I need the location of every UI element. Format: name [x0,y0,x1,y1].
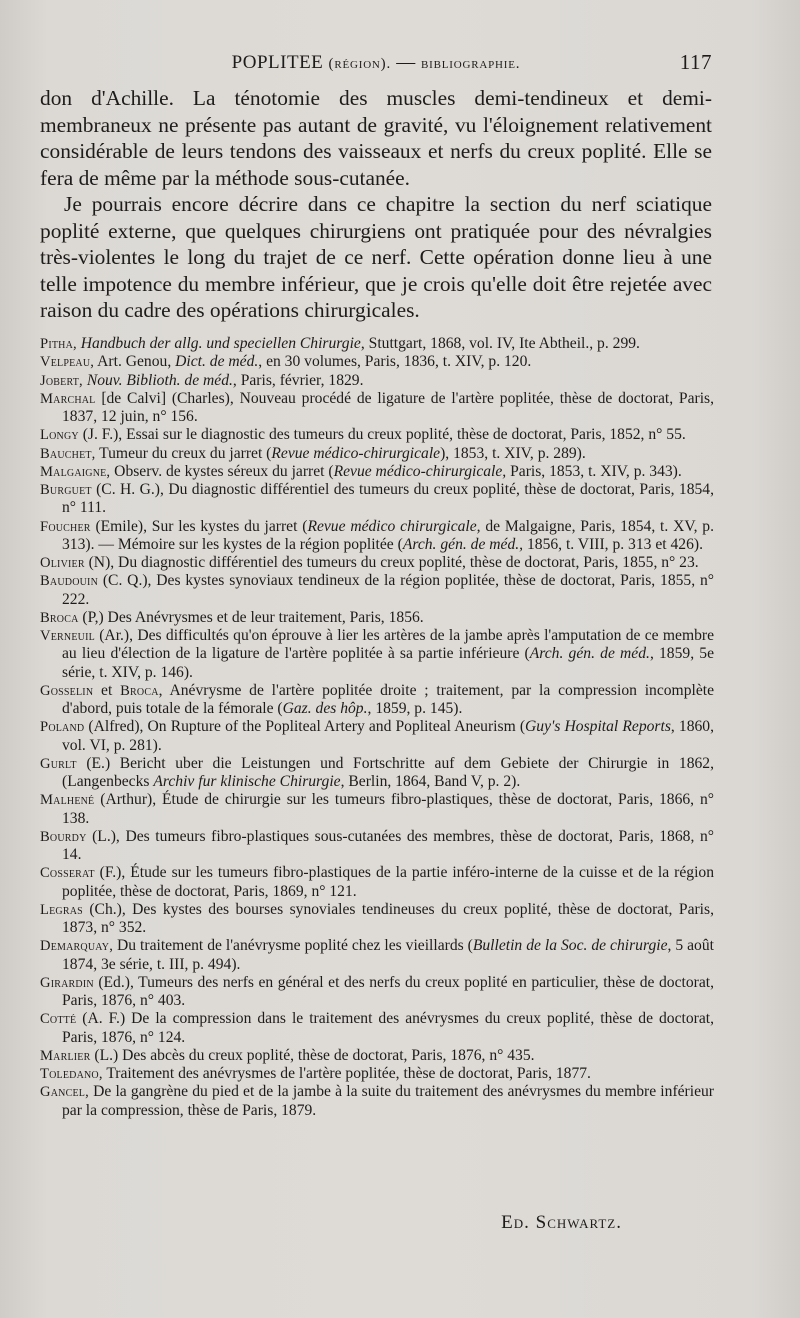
entry-text: Observ. de kystes séreux du jarret ( [110,462,334,480]
bibliography-entry [40,572,714,609]
entry-publication-title: Archiv fur klinische Chirurgie [153,773,341,790]
entry-text: Art. Genou, [94,353,176,371]
bibliography-entry [40,828,714,865]
entry-publication-title: Revue médico-chirurgicale, [333,462,507,480]
entry-text: de Malgaigne, Paris, 1854, t. XV, p. 313). — Mémoire sur les kystes de la région poplitée ( [62,517,714,553]
entry-publication-title: Revue médico chirurgicale, [307,517,481,535]
bibliography-entry [40,974,714,1011]
bibliography-entry [40,627,714,682]
entry-author: Broca [40,609,79,626]
entry-publication-title: Revue médico-chirurgicale [271,444,441,462]
bibliography-entry [40,1083,714,1120]
entry-text: , Paris, février, 1829. [232,371,364,389]
entry-author: Baudouin [40,573,98,590]
entry-text: Tumeur du creux du jarret ( [95,444,272,462]
bibliography-entry [40,426,714,444]
running-title-dash: — [396,52,416,73]
entry-author: Gurlt [40,755,77,772]
entry-text: Broca [120,682,159,699]
entry-text: (N), Du diagnostic différentiel des tumeurs du creux poplité, thèse de doctorat, Paris, 1855, n° 23. [84,554,699,571]
entry-text: , 1859, p. 145). [367,700,463,717]
running-title [40,52,712,74]
entry-author: Bauchet, [40,445,96,462]
entry-publication-title: Bulletin de la Soc. de chirurgie [472,937,668,955]
entry-author: Marlier [40,1047,91,1064]
entry-author: Malhené [40,792,95,809]
page-number: 117 [679,50,712,74]
entry-author: Gancel, [40,1084,89,1101]
entry-author: Jobert, [40,372,83,389]
bibliography-entry [40,481,714,518]
body-text [40,85,712,324]
entry-author: Burguet [40,482,92,498]
bibliography-entry [40,609,714,627]
entry-text: De la gangrène du pied et de la jambe à la suite du traitement des anévrysmes du membre inférieur par la compression, thèse de Paris, 1879. [62,1083,714,1119]
entry-text: , 5 août 1874, 3e série, t. III, p. 494). [62,937,714,973]
entry-author: Pitha, [40,336,77,352]
entry-text: (A. F.) De la compression dans le traitement des anévrysmes du creux poplité, thèse de doctorat, Paris, 1876, n° 124. [62,1010,714,1046]
entry-author: Velpeau, [40,354,95,371]
entry-text: (Emile), Sur les kystes du jarret ( [90,517,308,535]
bibliography-entry [40,372,714,390]
entry-author: Girardin [40,974,94,991]
entry-author: Demarquay, [40,938,114,955]
bibliography-list [40,335,714,1120]
entry-author: Cotté [40,1011,77,1028]
entry-text: (C. Q.), Des kystes synoviaux tendineux de la région poplitée, thèse de doctorat, Paris, 1855, n° 222. [62,572,714,608]
entry-text: (Ch.), Des kystes des bourses synoviales tendineuses du creux poplité, thèse de doctorat, Paris, 1873, n° 352. [62,900,714,936]
paragraph: don d'Achille. La ténotomie des muscles demi-tendineux et demi-membraneux ne présente pas autant de gravité, vu l'éloignement relativement considérable de leurs tendons des vaisseaux et nerfs du creux poplité. Elle se fera de même par la méthode sous-cutanée. [40,86,712,190]
entry-author: Longy [40,427,79,444]
entry-text: , Anévrysme de l'artère poplitée droite ; traitement, par la compression incomplète d'abord, puis totale de la fémorale ( [62,681,714,717]
entry-text: , 1859, 5e série, t. XIV, p. 146). [62,645,714,681]
bibliography-entry [40,445,714,463]
author-signature: Ed. Schwartz. [501,1212,622,1233]
entry-publication-title: Gaz. des hôp. [282,700,368,717]
entry-text: , en 30 volumes, Paris, 1836, t. XIV, p. 120. [258,353,532,371]
running-title-section: bibliographie. [421,56,521,72]
entry-text: ), 1853, t. XIV, p. 289). [440,444,586,462]
entry-author: Olivier [40,555,85,571]
bibliography-entry [40,1010,714,1047]
entry-text: (C. H. G.), Du diagnostic différentiel des tumeurs du creux poplité, thèse de doctorat, Paris, 1854, n° 111. [62,481,714,517]
bibliography-entry [40,518,714,555]
bibliography-entry [40,1065,714,1083]
entry-publication-title: Arch. gén. de méd. [529,645,650,663]
running-header [40,50,712,80]
entry-text: (Ed.), Tumeurs des nerfs en général et des nerfs du creux poplité en particulier, thèse de doctorat, Paris, 1876, n° 403. [62,973,714,1009]
bibliography-entry [40,353,714,371]
bibliography-entry [40,682,714,719]
entry-text: (J. F.), Essai sur le diagnostic des tumeurs du creux poplité, thèse de doctorat, Paris, 1852, n° 55. [78,426,686,444]
paragraph: Je pourrais encore décrire dans ce chapitre la section du nerf sciatique poplité externe, que quelques chirurgiens ont pratiquée pour des névralgies très-violentes le long du trajet de ce nerf. Cette opération donne lieu à une telle impotence du membre inférieur, que je crois qu'elle doit être rejetée avec raison du cadre des opérations chirurgicales. [40,192,712,322]
bibliography-entry [40,755,714,792]
entry-text: et [93,681,121,699]
bibliography-entry [40,463,714,481]
entry-text: (L.) Des abcès du creux poplité, thèse de doctorat, Paris, 1876, n° 435. [90,1046,535,1064]
entry-publication-title: Guy's Hospital Reports [525,718,671,736]
entry-text: Paris, 1853, t. XIV, p. 343). [506,462,682,480]
entry-author: Verneuil [40,628,95,644]
entry-text: Traitement des anévrysmes de l'artère poplitée, thèse de doctorat, Paris, 1877. [102,1065,591,1082]
entry-text: (E.) Bericht uber die Leistungen und Fortschritte auf dem Gebiete der Chirurgie in 1862, (Langenbecks [62,754,714,790]
entry-text: 1856, t. VIII, p. 313 et 426). [523,535,703,553]
entry-publication-title: Dict. de méd. [175,353,259,371]
running-title-main: POPLITEE [231,52,324,73]
entry-text: [de Calvi] (Charles), Nouveau procédé de ligature de l'artère poplitée, thèse de doctorat, Paris, 1837, 12 juin, n° 156. [62,389,714,425]
bibliography-entry [40,718,714,755]
entry-text: (Arthur), Étude de chirurgie sur les tumeurs fibro-plastiques, thèse de doctorat, Paris, 1866, n° 138. [62,791,714,827]
running-title-region: (région). [328,56,392,72]
bibliography-entry [40,390,714,427]
entry-author: Poland [40,719,85,736]
entry-author: Legras [40,901,83,918]
entry-author: Foucher [40,518,91,535]
bibliography-entry [40,335,714,353]
bibliography-entry [40,864,714,901]
entry-text: (P,) Des Anévrysmes et de leur traitement, Paris, 1856. [78,608,424,626]
bibliography-entry [40,901,714,938]
entry-publication-title: Handbuch der allg. und speciellen Chirurgie [80,335,361,352]
bibliography-entry [40,937,714,974]
entry-text: Du traitement de l'anévrysme poplité chez les vieillards ( [113,937,473,955]
entry-text: (L.), Des tumeurs fibro-plastiques sous-cutanées des membres, thèse de doctorat, Paris, 1868, n° 14. [62,827,714,863]
entry-text: (Ar.), Des difficultés qu'on éprouve à lier les artères de la jambe après l'amputation de ce membre au lieu d'élection de la ligature de l'artère poplitée à sa partie inférieure ( [62,627,714,663]
entry-author: Marchal [40,390,96,407]
entry-text: (Alfred), On Rupture of the Popliteal Artery and Popliteal Aneurism ( [84,718,526,736]
bibliography-entry [40,554,714,572]
entry-author: Toledano, [40,1066,103,1082]
entry-author: Malgaigne, [40,463,111,480]
entry-publication-title: Arch. gén. de méd., [402,535,524,553]
entry-text: , 1860, vol. VI, p. 281). [62,718,714,754]
entry-author: Cosserat [40,865,95,882]
entry-text: (F.), Étude sur les tumeurs fibro-plastiques de la partie inféro-interne de la cuisse et de la région poplitée, thèse de doctorat, Paris, 1869, n° 121. [62,864,714,900]
entry-author: Gosselin [40,682,94,699]
entry-text: , Berlin, 1864, Band V, p. 2). [340,773,521,790]
entry-author: Bourdy [40,828,87,845]
bibliography-entry [40,1047,714,1065]
entry-publication-title: Nouv. Biblioth. de méd. [86,371,233,389]
entry-text: , Stuttgart, 1868, vol. IV, Ite Abtheil., p. 299. [360,335,640,352]
bibliography-entry [40,791,714,828]
